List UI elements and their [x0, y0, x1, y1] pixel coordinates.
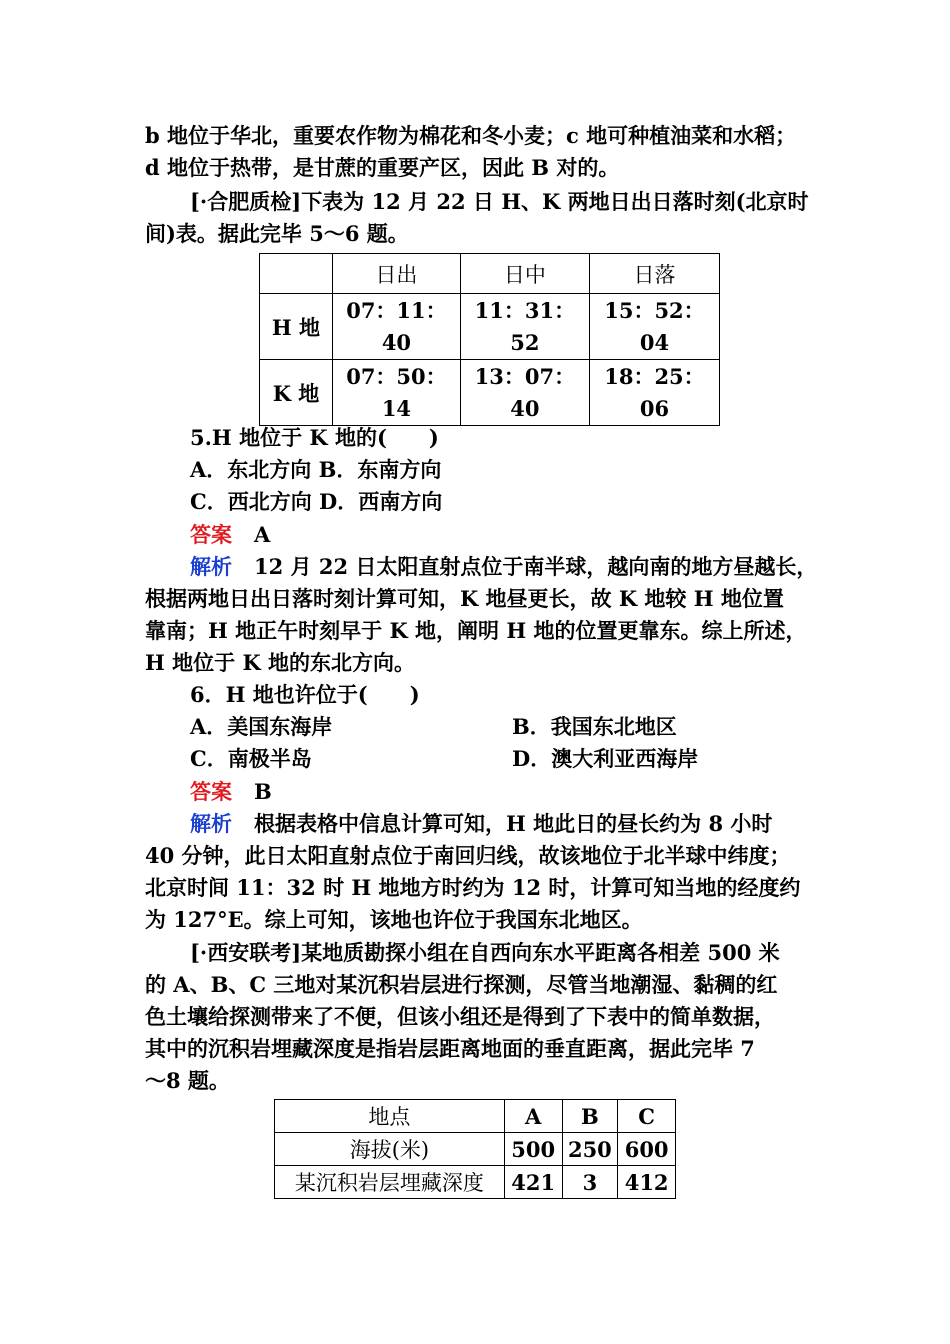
value-cell: 3 [562, 1166, 618, 1199]
place-cell: K 地 [260, 360, 333, 426]
answer-label: 答案 [190, 522, 232, 547]
value-cell: 500 [504, 1133, 562, 1166]
group2-source: [·西安联考] [190, 940, 302, 965]
table-row [260, 360, 720, 426]
value-cell: 412 [618, 1166, 676, 1199]
group2-stem-line-1: [·西安联考]某地质勘探小组在自西向东水平距离各相差 500 米 [190, 940, 780, 965]
sunset-cell: 18：25： 06 [589, 360, 719, 426]
q5-analysis-line-2: 根据两地日出日落时刻计算可知，K 地昼更长，故 K 地较 H 地位置 [145, 586, 784, 611]
group2-stem-line-4: 其中的沉积岩埋藏深度是指岩层距离地面的垂直距离，据此完毕 7 [145, 1036, 755, 1061]
sunrise-sunset-table [259, 253, 720, 426]
q5-stem: 5.H 地位于 K 地的( ) [190, 425, 439, 450]
group1-source: [·合肥质检] [190, 189, 302, 214]
q6-analysis-line-4: 为 127°E。综上可知，该地也许位于我国东北地区。 [145, 907, 643, 932]
q5-options-ab: A．东北方向 B．东南方向 [190, 457, 442, 482]
table-row [275, 1133, 676, 1166]
q5-analysis-line-4: H 地位于 K 地的东北方向。 [145, 650, 416, 675]
value-cell: 421 [504, 1166, 562, 1199]
q5-analysis-line-3: 靠南；H 地正午时刻早于 K 地，阐明 H 地的位置更靠东。综上所述， [145, 618, 807, 643]
header-cell-noon: 日中 [460, 254, 589, 294]
q6-stem: 6．H 地也许位于( ) [190, 682, 420, 707]
sediment-depth-table [274, 1099, 676, 1199]
q6-analysis-line-3: 北京时间 11：32 时 H 地地方时约为 12 时，计算可知当地的经度约 [145, 875, 801, 900]
sunset-cell: 15：52： 04 [589, 294, 719, 360]
table-row [260, 294, 720, 360]
noon-cell: 13：07： 40 [460, 360, 589, 426]
table-header-row [260, 254, 720, 294]
intro-line-2: d 地位于热带，是甘蔗的重要产区，因此 B 对的。 [145, 155, 620, 180]
group2-stem-line-2: 的 A、B、C 三地对某沉积岩层进行探测，尽管当地潮湿、黏稠的红 [145, 972, 778, 997]
analysis-label: 解析 [190, 811, 232, 836]
place-cell: H 地 [260, 294, 333, 360]
q5-options-cd: C．西北方向 D．西南方向 [190, 489, 443, 514]
header-cell-b: B [562, 1100, 618, 1133]
q6-analysis-line-2: 40 分钟，此日太阳直射点位于南回归线，故该地位于北半球中纬度； [145, 843, 791, 868]
value-cell: 600 [618, 1133, 676, 1166]
answer-value: A [254, 522, 271, 547]
header-cell-location: 地点 [275, 1100, 505, 1133]
q6-option-d: D．澳大利亚西海岸 [512, 746, 699, 771]
group2-stem-line-5: ～8 题。 [145, 1068, 230, 1093]
noon-cell: 11：31： 52 [460, 294, 589, 360]
q6-analysis-line-1: 解析 根据表格中信息计算可知，H 地此日的昼长约为 8 小时 [190, 811, 773, 836]
header-cell-sunrise: 日出 [332, 254, 460, 294]
table-row [275, 1166, 676, 1199]
sunrise-cell: 07：11： 40 [332, 294, 460, 360]
group1-stem-line-2: 间)表。据此完毕 5～6 题。 [145, 221, 409, 246]
header-cell-sunset: 日落 [589, 254, 719, 294]
group2-stem-line-3: 色土壤给探测带来了不便，但该小组还是得到了下表中的简单数据， [145, 1004, 775, 1029]
row-label-cell: 某沉积岩层埋藏深度 [275, 1166, 505, 1199]
q6-option-b: B．我国东北地区 [512, 714, 677, 739]
q5-answer [190, 519, 870, 551]
header-cell-blank [260, 254, 333, 294]
q6-answer [190, 776, 870, 808]
intro-line-1: b 地位于华北，重要农作物为棉花和冬小麦；c 地可种植油菜和水稻； [145, 123, 797, 148]
header-cell-c: C [618, 1100, 676, 1133]
row-label-cell: 海拔(米) [275, 1133, 505, 1166]
group1-stem-line-1: [·合肥质检]下表为 12 月 22 日 H、K 两地日出日落时刻(北京时 [190, 189, 809, 214]
table-header-row [275, 1100, 676, 1133]
analysis-label: 解析 [190, 554, 232, 579]
answer-value: B [254, 779, 272, 804]
q6-option-a: A．美国东海岸 [190, 714, 333, 739]
value-cell: 250 [562, 1133, 618, 1166]
sunrise-cell: 07：50： 14 [332, 360, 460, 426]
answer-label: 答案 [190, 779, 232, 804]
header-cell-a: A [504, 1100, 562, 1133]
q5-analysis-line-1: 解析 12 月 22 日太阳直射点位于南半球，越向南的地方昼越长， [190, 554, 818, 579]
q6-option-c: C．南极半岛 [190, 746, 312, 771]
